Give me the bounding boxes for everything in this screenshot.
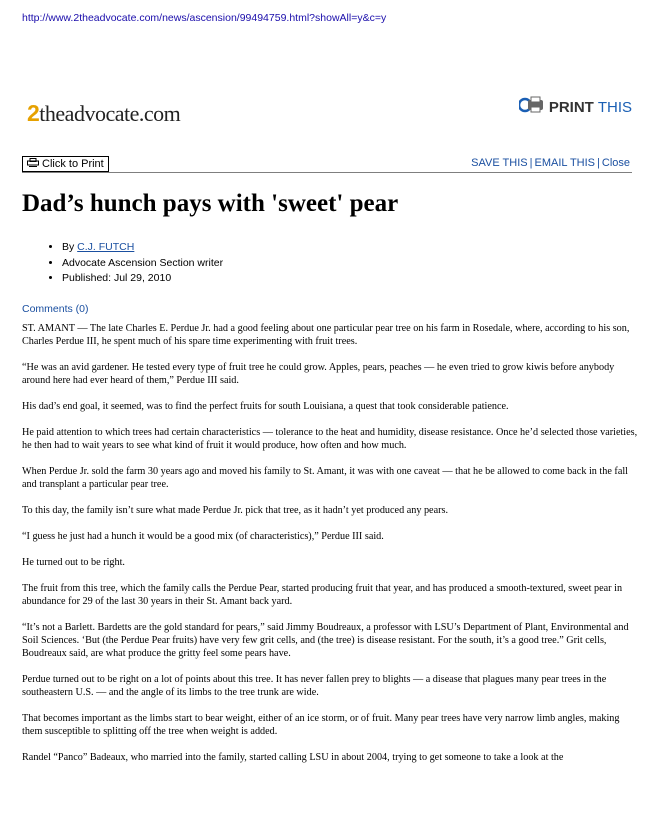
printthis-logo bbox=[519, 96, 632, 118]
article-title: Dad’s hunch pays with 'sweet' pear bbox=[22, 190, 399, 217]
article-paragraph: He paid attention to which trees had certain characteristics — tolerance to the heat and humidity, disease resistance. Once he’d selected those varieties, he then had to wait years to see what kind of fruit it would produce, how often and how much. bbox=[22, 427, 638, 451]
article-paragraph: Perdue turned out to be right on a lot of points about this tree. It has never fallen prey to blights — a disease that plagues many pear trees in the southeastern U.S. — and the angle of its limbs to the tree trunk are wide. bbox=[22, 674, 607, 698]
author-role: • Advocate Ascension Section writer bbox=[62, 256, 223, 272]
article-paragraph: Randel “Panco” Badeaux, who married into the family, started calling LSU in about 2004, trying to get someone to take a look at the bbox=[22, 752, 564, 763]
close-link[interactable]: Close bbox=[601, 157, 630, 169]
logo-name: theadvocate.com bbox=[39, 101, 181, 126]
article-paragraph: ST. AMANT — The late Charles E. Perdue Jr. had a good feeling about one particular pear tree on his farm in Rosedale, where, according to his son, Charles Perdue III, he spent much of his spare time experimenting with fruit trees. bbox=[22, 323, 630, 347]
byline-prefix: By bbox=[62, 241, 78, 253]
separator: | bbox=[597, 157, 600, 169]
article-meta bbox=[40, 240, 223, 287]
article-paragraph: His dad’s end goal, it seemed, was to find the perfect fruits for south Louisiana, a quest that took considerable patience. bbox=[22, 401, 509, 412]
printthis-print-text: PRINT bbox=[548, 98, 594, 116]
article-actions bbox=[471, 157, 630, 169]
article-paragraph: That becomes important as the limbs start to bear weight, either of an ice storm, or of fruit. Many pear trees have very narrow limb angles, making them susceptible to splitting off the tree when weight is added. bbox=[22, 713, 620, 737]
page-url[interactable]: http://www.2theadvocate.com/news/ascension/99494759.html?showAll=y&c=y bbox=[22, 12, 387, 24]
email-this-link[interactable]: EMAIL THIS bbox=[534, 157, 596, 169]
logo-two: 2 bbox=[27, 100, 40, 126]
click-to-print-button[interactable] bbox=[22, 156, 109, 172]
printthis-this-text: THIS bbox=[597, 98, 632, 116]
save-this-link[interactable]: SAVE THIS bbox=[471, 157, 528, 169]
click-to-print-label: Click to Print bbox=[42, 158, 104, 170]
published-date: • Published: Jul 29, 2010 bbox=[62, 271, 223, 287]
separator: | bbox=[529, 157, 533, 169]
article-paragraph: “He was an avid gardener. He tested every type of fruit tree he could grow. Apples, pears, peaches — he even tried to grow kiwis before anybody around here had ever heard of them,” Perdue III said. bbox=[22, 362, 615, 386]
printer-icon bbox=[519, 96, 545, 118]
printer-small-icon bbox=[27, 157, 39, 171]
header-divider bbox=[22, 172, 632, 173]
byline bbox=[62, 240, 223, 256]
site-logo[interactable] bbox=[27, 100, 180, 127]
article-paragraph: To this day, the family isn’t sure what made Perdue Jr. pick that tree, as it hadn’t yet produced any pears. bbox=[22, 505, 449, 516]
article-paragraph: “It’s not a Barlett. Bardetts are the gold standard for pears,” said Jimmy Boudreaux, a professor with LSU’s Department of Plant, Environmental and Soil Sciences. ‘But (the Perdue Pear fruits) have very few grit cells, and (the tree) is disease resistant. For the south, it’s a good tree.” Grit cells, Boudreaux said, are what produce the gritty feel some pears have. bbox=[22, 622, 629, 659]
article-paragraph: “I guess he just had a hunch it would be a good mix (of characteristics),” Perdue III said. bbox=[22, 531, 384, 542]
article-paragraph: He turned out to be right. bbox=[22, 557, 125, 568]
article-paragraph: The fruit from this tree, which the family calls the Perdue Pear, started producing fruit that year, and has produced a smooth-textured, sweet pear in abundance for 29 of the last 30 years in their St. Amant back yard. bbox=[22, 583, 623, 607]
article-paragraph: When Perdue Jr. sold the farm 30 years ago and moved his family to St. Amant, it was with one caveat — that he be allowed to come back in the fall and transplant a particular pear tree. bbox=[22, 466, 628, 490]
article-body bbox=[22, 322, 638, 777]
author-link[interactable]: C.J. FUTCH bbox=[77, 241, 135, 253]
comments-link[interactable]: Comments (0) bbox=[22, 303, 89, 315]
